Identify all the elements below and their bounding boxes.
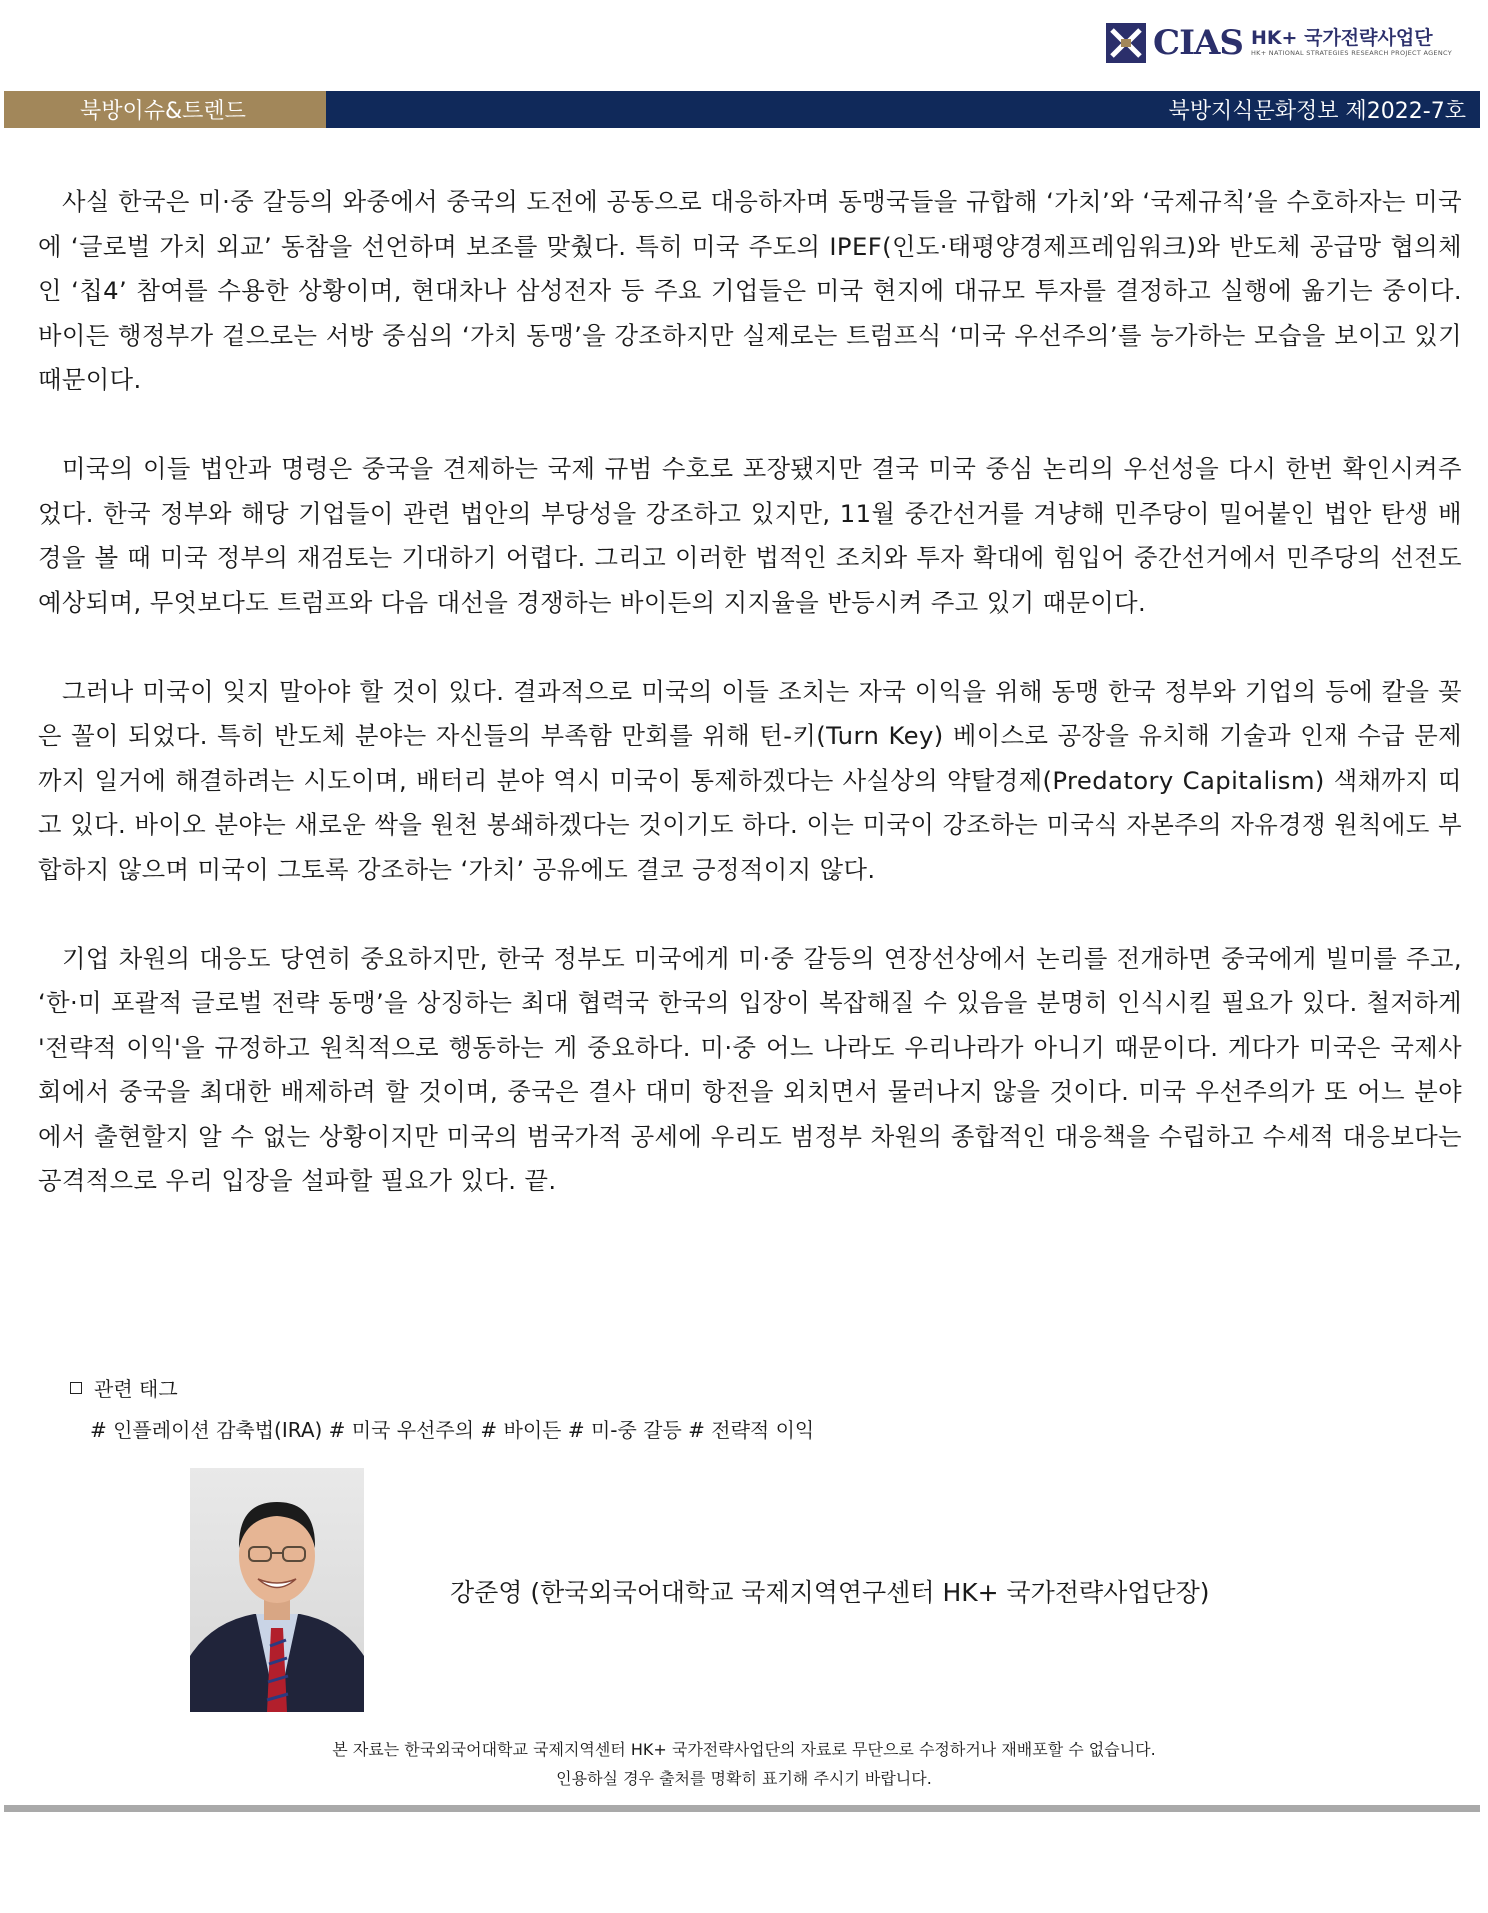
disclaimer-line: 본 자료는 한국외국어대학교 국제지역센터 HK+ 국가전략사업단의 자료로 무단으로 수정하거나 재배포할 수 없습니다. [332,1740,1156,1759]
tags-list: # 인플레이션 감축법(IRA) # 미국 우선주의 # 바이든 # 미-중 갈등 # 전략적 이익 [90,1418,815,1442]
issue-label: 북방지식문화정보 제2022-7호 [326,91,1480,128]
disclaimer-line: 인용하실 경우 출처를 명확히 표기해 주시기 바랍니다. [556,1769,932,1788]
paragraph: 그러나 미국이 잊지 말아야 할 것이 있다. 결과적으로 미국의 이들 조치는 자국 이익을 위해 동맹 한국 정부와 기업의 등에 칼을 꽂은 꼴이 되었다. 특히 반도체 분야는 자신들의 부족함 만회를 위해 턴-키(Turn Key) 베이스로 공장을 유치해 기술과 인재 수급 문제까지 일거에 해결하려는 시도이며, 배터리 분야 역시 미국이 통제하겠다는 사실상의 약탈경제(Predatory Capitalism) 색채까지 띠고 있다. 바이오 분야는 새로운 싹을 원천 봉쇄하겠다는 것이기도 하다. 이는 미국이 강조하는 미국식 자본주의 자유경쟁 원칙에도 부합하지 않으며 미국이 그토록 강조하는 ‘가치’ 공유에도 결코 긍정적이지 않다. [38,676,1462,884]
bottom-divider [4,1805,1480,1812]
paragraph: 미국의 이들 법안과 명령은 중국을 견제하는 국제 규범 수호로 포장됐지만 결국 미국 중심 논리의 우선성을 다시 한번 확인시켜주었다. 한국 정부와 해당 기업들이 관련 법안의 부당성을 강조하고 있지만, 11월 중간선거를 겨냥해 민주당이 밀어붙인 법안 탄생 배경을 볼 때 미국 정부의 재검토는 기대하기 어렵다. 그리고 이러한 법적인 조치와 투자 확대에 힘입어 중간선거에서 민주당의 선전도 예상되며, 무엇보다도 트럼프와 다음 대선을 경쟁하는 바이든의 지지율을 반등시켜 주고 있기 때문이다. [38,454,1462,617]
tags-heading [70,1373,814,1402]
section-label: 북방이슈&트렌드 [4,91,326,128]
header-bar [4,91,1480,128]
logo-brand: CIAS [1153,23,1243,63]
footer-disclaimer [0,1735,1488,1793]
author-photo [190,1468,364,1712]
paragraph: 사실 한국은 미·중 갈등의 와중에서 중국의 도전에 공동으로 대응하자며 동맹국들을 규합해 ‘가치’와 ‘국제규칙’을 수호하자는 미국에 ‘글로벌 가치 외교’ 동참을 선언하며 보조를 맞췄다. 특히 미국 주도의 IPEF(인도·태평양경제프레임워크)와 반도체 공급망 협의체인 ‘칩4’ 참여를 수용한 상황이며, 현대차나 삼성전자 등 주요 기업들은 미국 현지에 대규모 투자를 결정하고 실행에 옮기는 중이다. 바이든 행정부가 겉으로는 서방 중심의 ‘가치 동맹’을 강조하지만 실제로는 트럼프식 ‘미국 우선주의’를 능가하는 모습을 보이고 있기 때문이다. [38,187,1462,394]
cias-emblem-icon [1105,22,1147,64]
checkbox-square-icon [70,1382,82,1394]
article-body [38,180,1462,1248]
logo-subtitle: HK+ NATIONAL STRATEGIES RESEARCH PROJECT AGENCY [1250,49,1452,58]
author-portrait-icon [190,1468,364,1712]
related-tags [70,1373,814,1443]
cias-logo [1105,22,1452,64]
logo-title: HK+ 국가전략사업단 [1250,27,1433,50]
tags-heading-label: 관련 태그 [94,1377,178,1401]
author-caption: 강준영 (한국외국어대학교 국제지역연구센터 HK+ 국가전략사업단장) [450,1578,1210,1607]
paragraph: 기업 차원의 대응도 당연히 중요하지만, 한국 정부도 미국에게 미·중 갈등의 연장선상에서 논리를 전개하면 중국에게 빌미를 주고, ‘한·미 포괄적 글로벌 전략 동맹’을 상징하는 최대 협력국 한국의 입장이 복잡해질 수 있음을 분명히 인식시킬 필요가 있다. 철저하게 '전략적 이익'을 규정하고 원칙적으로 행동하는 게 중요하다. 미·중 어느 나라도 우리나라가 아니기 때문이다. 게다가 미국은 국제사회에서 중국을 최대한 배제하려 할 것이며, 중국은 결사 대미 항전을 외치면서 물러나지 않을 것이다. 미국 우선주의가 또 어느 분야에서 출현할지 알 수 없는 상황이지만 미국의 범국가적 공세에 우리도 범정부 차원의 종합적인 대응책을 수립하고 수세적 대응보다는 공격적으로 우리 입장을 설파할 필요가 있다. 끝. [38,943,1462,1195]
